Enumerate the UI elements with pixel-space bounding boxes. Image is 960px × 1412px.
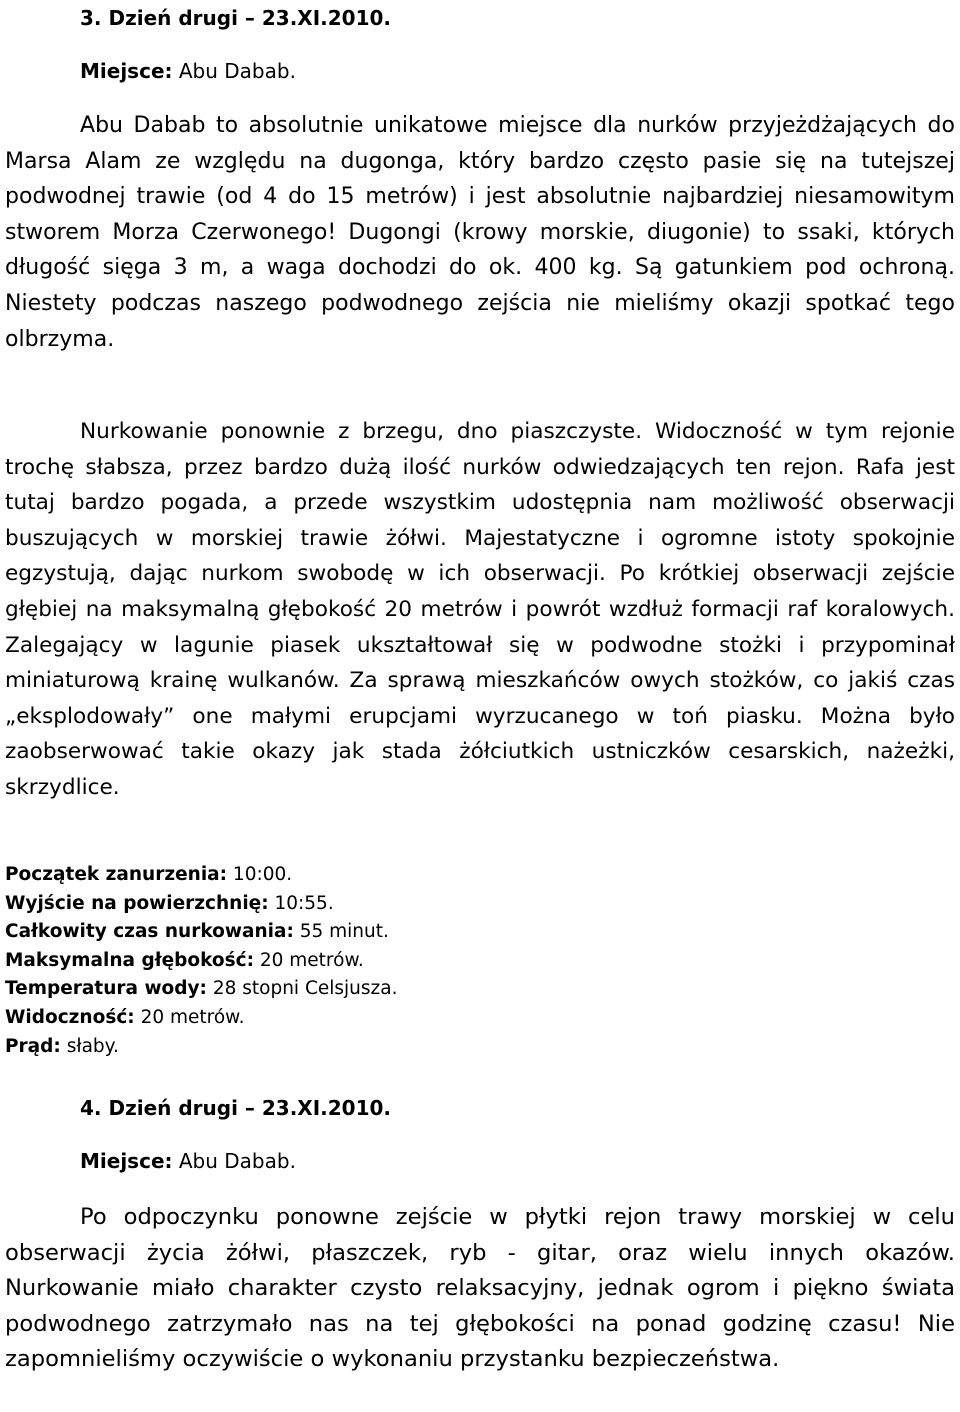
stat-value: 55 minut. [293, 921, 389, 943]
stat-value: 10:55. [268, 892, 334, 914]
stat-row [5, 947, 397, 976]
stat-label: Temperatura wody: [5, 978, 207, 1000]
stat-value: 28 stopni Celsjusza. [206, 978, 398, 1000]
place-value: Abu Dabab. [172, 59, 296, 83]
section-3-paragraph-2: Nurkowanie ponownie z brzegu, dno piaszczyste. Widoczność w tym rejonie trochę słabsza, przez bardzo dużą ilość nurków odwiedzających ten rejon. Rafa jest tutaj bardzo pogada, a przede wszystkim udostępnia nam możliwość obserwacji buszujących w morskiej trawie żółwi. Majestatyczne i ogromne istoty spokojnie egzystują, dając nurkom swobodę w ich obserwacji. Po krótkiej obserwacji zejście głębiej na maksymalną głębokość 20 metrów i powrót wzdłuż formacji raf koralowych. Zalegający w lagunie piasek ukształtował się w podwodne stożki i przypominał miniaturową krainę wulkanów. Za sprawą mieszkańców owych stożków, co jakiś czas „eksplodowały” one małymi erupcjami wyrzucanego w toń piasku. Można było zaobserwować takie okazy jak stada żółciutkich ustniczków cesarskich, nażeżki, skrzydlice. [5, 419, 955, 800]
stat-value: słaby. [60, 1035, 119, 1057]
stat-label: Maksymalna głębokość: [5, 949, 254, 971]
stat-row [5, 890, 397, 919]
stat-row [5, 918, 397, 947]
section-3-paragraph-1: Abu Dabab to absolutnie unikatowe miejsce dla nurków przyjeżdżających do Marsa Alam ze względu na dugonga, który bardzo często pasie się na tutejszej podwodnej trawie (od 4 do 15 metrów) i jest absolutnie najbardziej niesamowitym stworem Morza Czerwonego! Dugongi (krowy morskie, diugonie) to ssaki, których długość sięga 3 m, a waga dochodzi do ok. 400 kg. Są gatunkiem pod ochroną. Niestety podczas naszego podwodnego zejścia nie mieliśmy okazji spotkać tego olbrzyma. [5, 113, 955, 352]
stat-row [5, 861, 397, 890]
section-3-heading: 3. Dzień drugi – 23.XI.2010. [80, 6, 392, 30]
stat-row [5, 1004, 397, 1033]
stat-label: Widoczność: [5, 1006, 135, 1028]
stat-row [5, 1033, 397, 1062]
place-label: Miejsce: [80, 59, 173, 83]
section-4-place [80, 1146, 296, 1176]
place-value: Abu Dabab. [172, 1149, 296, 1173]
section-4-heading: 4. Dzień drugi – 23.XI.2010. [80, 1096, 392, 1120]
stat-label: Całkowity czas nurkowania: [5, 921, 294, 943]
stat-label: Prąd: [5, 1035, 61, 1057]
stat-label: Początek zanurzenia: [5, 864, 228, 885]
stat-value: 20 metrów. [134, 1006, 245, 1028]
dive-stats-list [5, 861, 397, 1061]
stat-value: 20 metrów. [253, 949, 364, 971]
stat-label: Wyjście na powierzchnię: [5, 892, 269, 914]
stat-value: 10:00. [227, 864, 293, 885]
stat-row [5, 975, 397, 1004]
place-label: Miejsce: [80, 1149, 173, 1173]
section-3-place [80, 56, 296, 86]
section-4-paragraph-1: Po odpoczynku ponowne zejście w płytki rejon trawy morskiej w celu obserwacji życia żółwi, płaszczek, ryb - gitar, oraz wielu innych okazów. Nurkowanie miało charakter czysto relaksacyjny, jednak ogrom i piękno świata podwodnego zatrzymało nas na tej głębokości na ponad godzinę czasu! Nie zapomnieliśmy oczywiście o wykonaniu przystanku bezpieczeństwa. [5, 1204, 955, 1373]
